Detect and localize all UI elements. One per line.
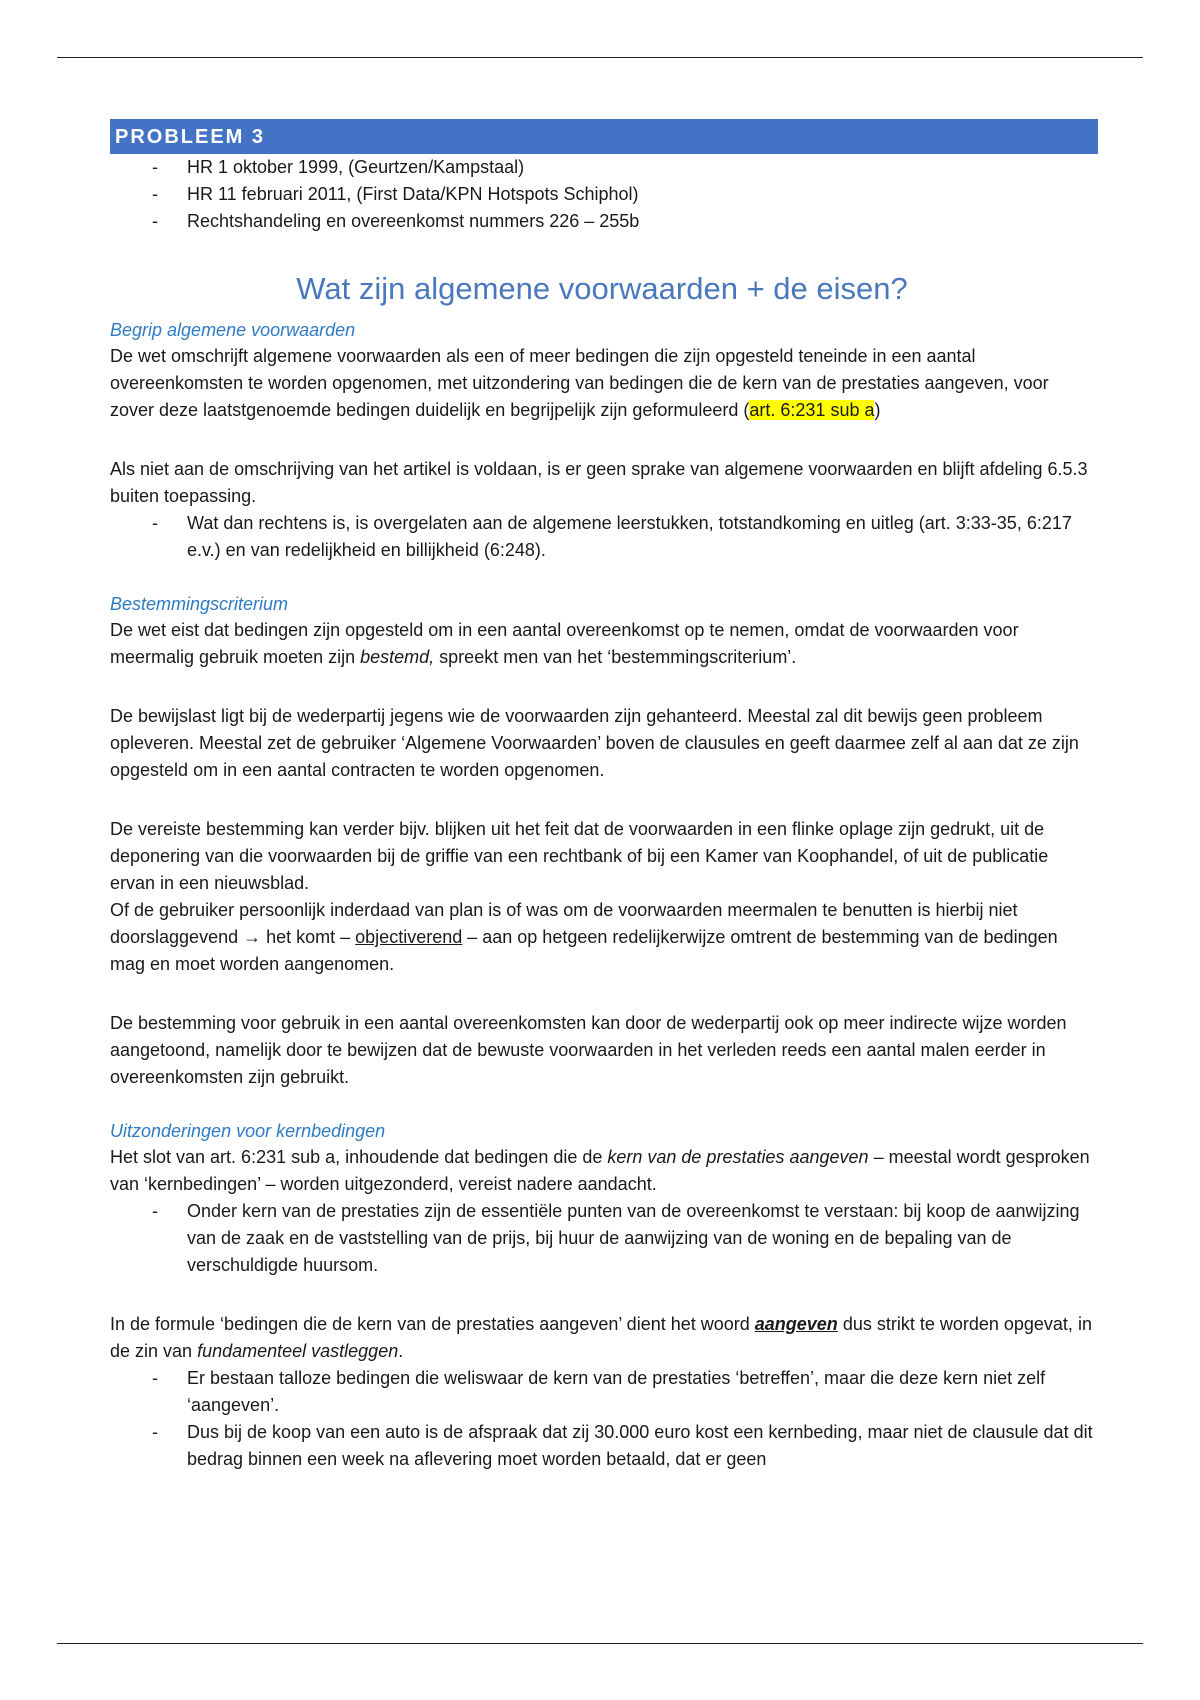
document-body: [110, 119, 1094, 1473]
text-run: Het slot van art. 6:231 sub a, inhoudende dat bedingen die de: [110, 1147, 608, 1167]
reference-item: - Rechtshandeling en overeenkomst nummers 226 – 255b: [110, 208, 1094, 235]
text-run: Of de gebruiker persoonlijk inderdaad van plan is of was om de voorwaarden meermalen te benutten is hierbij niet doorslaggevend → het komt –: [110, 900, 1018, 947]
reference-item: - HR 11 februari 2011, (First Data/KPN Hotspots Schiphol): [110, 181, 1094, 208]
list-item: - Wat dan rechtens is, is overgelaten aan de algemene leerstukken, totstandkoming en uitleg (art. 3:33-35, 6:217 e.v.) en van redelijkheid en billijkheid (6:248).: [110, 510, 1094, 564]
paragraph: [110, 1144, 1094, 1198]
text-run: .: [398, 1341, 404, 1361]
problem-banner: PROBLEEM 3: [110, 119, 1098, 154]
text-run: – meestal wordt gesproken van ‘kernbedingen’ – worden uitgezonderd, vereist nadere aandacht.: [110, 1147, 1090, 1194]
list-item: - Er bestaan talloze bedingen die weliswaar de kern van de prestaties ‘betreffen’, maar die deze kern niet zelf ‘aangeven’.: [110, 1365, 1094, 1419]
italic-text: bestemd,: [360, 647, 435, 667]
bullet-list: [110, 1365, 1094, 1473]
paragraph: De bewijslast ligt bij de wederpartij jegens wie de voorwaarden zijn gehanteerd. Meestal zal dit bewijs geen probleem opleveren. Meestal zet de gebruiker ‘Algemene Voorwaarden’ boven de clausules en geeft daarmee zelf al aan dat ze zijn opgesteld om in een aantal contracten te worden opgenomen.: [110, 706, 1079, 780]
text-run: In de formule ‘bedingen die de kern van de prestaties aangeven’ dient het woord: [110, 1314, 755, 1334]
italic-text: fundamenteel vastleggen: [197, 1341, 399, 1361]
paragraph: De bestemming voor gebruik in een aantal overeenkomsten kan door de wederpartij ook op meer indirecte wijze worden aangetoond, namelijk door te bewijzen dat de bewuste voorwaarden in het verleden reeds een aantal malen eerder in overeenkomsten zijn gebruikt.: [110, 1013, 1067, 1087]
underlined-text: objectiverend: [355, 927, 463, 947]
paragraph: [110, 343, 1094, 424]
bullet-list: [110, 510, 1094, 564]
highlighted-article: art. 6:231 sub a: [749, 400, 875, 420]
header-rule: [57, 57, 1143, 58]
section-title-kernbedingen: Uitzonderingen voor kernbedingen: [110, 1121, 386, 1141]
footer-rule: [57, 1643, 1143, 1644]
list-item: - Onder kern van de prestaties zijn de essentiële punten van de overeenkomst te verstaan: bij koop de aanwijzing van de zaak en de vaststelling van de prijs, bij huur de aanwijzing van de woning en de bepaling van de verschuldigde huursom.: [110, 1198, 1094, 1279]
paragraph: Als niet aan de omschrijving van het artikel is voldaan, is er geen sprake van algemene voorwaarden en blijft afdeling 6.5.3 buiten toepassing.: [110, 459, 1088, 506]
paragraph: [110, 617, 1094, 671]
text-run: dus strikt te worden opgevat, in de zin van: [110, 1314, 1092, 1361]
reference-list: [110, 154, 1094, 235]
text-run: ): [874, 400, 881, 420]
page-heading: Wat zijn algemene voorwaarden + de eisen?: [296, 271, 908, 306]
paragraph: [110, 897, 1094, 978]
reference-item: - HR 1 oktober 1999, (Geurtzen/Kampstaal): [110, 154, 1094, 181]
paragraph: De vereiste bestemming kan verder bijv. blijken uit het feit dat de voorwaarden in een flinke oplage zijn gedrukt, uit de deponering van die voorwaarden bij de griffie van een rechtbank of bij een Kamer van Koophandel, of uit de publicatie ervan in een nieuwsblad.: [110, 819, 1049, 893]
text-run: – aan op hetgeen redelijkerwijze omtrent de bestemming van de bedingen mag en moet worden aangenomen.: [110, 927, 1058, 974]
paragraph: [110, 1311, 1094, 1365]
text-run: spreekt men van het ‘bestemmingscriterium’.: [434, 647, 797, 667]
bullet-list: [110, 1198, 1094, 1279]
italic-text: kern van de prestaties aangeven: [607, 1147, 869, 1167]
section-title-bestemming: Bestemmingscriterium: [110, 594, 289, 614]
text-run: De wet omschrijft algemene voorwaarden als een of meer bedingen die zijn opgesteld teneinde in een aantal overeenkomsten te worden opgenomen, met uitzondering van bedingen die de kern van de prestaties aangeven, voor zover deze laatstgenoemde bedingen duidelijk en begrijpelijk zijn geformuleerd (: [110, 346, 1049, 420]
section-title-begrip: Begrip algemene voorwaarden: [110, 320, 356, 340]
emphasized-word: aangeven: [754, 1314, 838, 1334]
text-run: De wet eist dat bedingen zijn opgesteld om in een aantal overeenkomst op te nemen, omdat de voorwaarden voor meermalig gebruik moeten zijn: [110, 620, 1019, 667]
list-item: - Dus bij de koop van een auto is de afspraak dat zij 30.000 euro kost een kernbeding, maar niet de clausule dat dit bedrag binnen een week na aflevering moet worden betaald, dat er geen: [110, 1419, 1094, 1473]
